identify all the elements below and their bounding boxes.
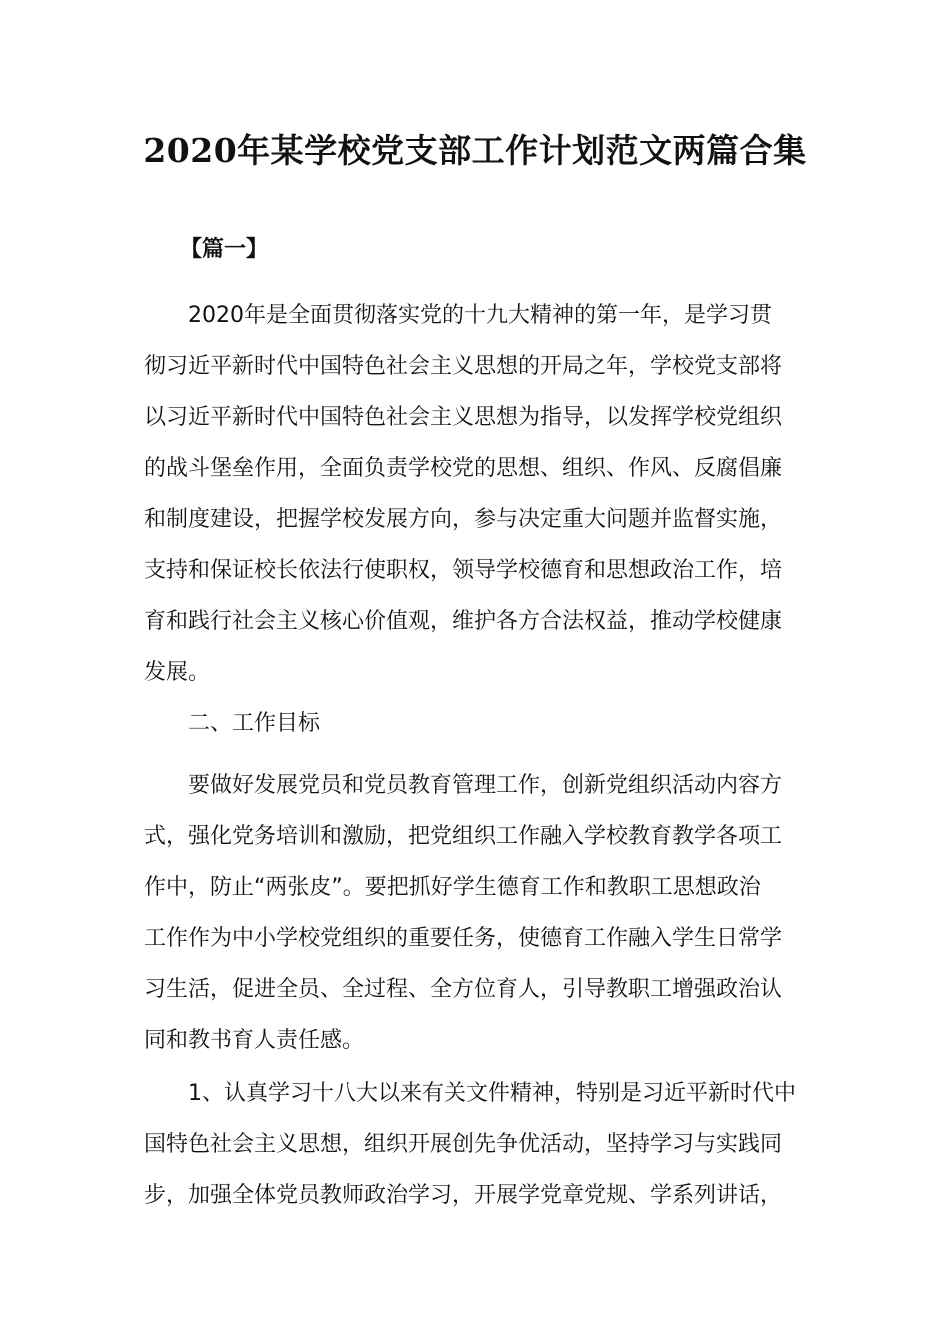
- paragraph-line: 1、认真学习十八大以来有关文件精神，特别是习近平新时代中: [188, 1081, 796, 1106]
- paragraph-line: 作中，防止“两张皮”。要把抓好学生德育工作和教职工思想政治: [144, 875, 761, 900]
- heading-work-goals: 二、工作目标: [188, 711, 321, 736]
- paragraph-line: 习生活，促进全员、全过程、全方位育人，引导教职工增强政治认: [144, 977, 783, 1002]
- paragraph-intro: [144, 290, 806, 698]
- heading-work-goals-block: [144, 698, 806, 749]
- paragraph-line: 要做好发展党员和党员教育管理工作，创新党组织活动内容方: [188, 773, 783, 798]
- document-title: 2020年某学校党支部工作计划范文两篇合集: [143, 131, 807, 170]
- paragraph-line: 支持和保证校长依法行使职权，领导学校德育和思想政治工作，培: [144, 558, 783, 583]
- paragraph-line: 工作作为中小学校党组织的重要任务，使德育工作融入学生日常学: [144, 926, 783, 951]
- paragraph-line: 以习近平新时代中国特色社会主义思想为指导，以发挥学校党组织: [144, 405, 783, 430]
- section-heading-part-one: 【篇一】: [180, 237, 269, 262]
- paragraph-line: 和制度建设，把握学校发展方向，参与决定重大问题并监督实施，: [144, 507, 783, 532]
- paragraph-item-one: [144, 1068, 806, 1221]
- paragraph-work-goals: [144, 760, 806, 1066]
- paragraph-line: 式，强化党务培训和激励，把党组织工作融入学校教育教学各项工: [144, 824, 783, 849]
- paragraph-line: 步，加强全体党员教师政治学习，开展学党章党规、学系列讲话，: [144, 1183, 783, 1208]
- paragraph-line: 发展。: [144, 660, 211, 685]
- paragraph-line: 彻习近平新时代中国特色社会主义思想的开局之年，学校党支部将: [144, 354, 783, 379]
- paragraph-line: 同和教书育人责任感。: [144, 1028, 365, 1053]
- paragraph-line: 的战斗堡垒作用，全面负责学校党的思想、组织、作风、反腐倡廉: [144, 456, 783, 481]
- paragraph-line: 育和践行社会主义核心价值观，维护各方合法权益，推动学校健康: [144, 609, 783, 634]
- paragraph-line: 国特色社会主义思想，组织开展创先争优活动，坚持学习与实践同: [144, 1132, 783, 1157]
- paragraph-line: 2020年是全面贯彻落实党的十九大精神的第一年，是学习贯: [188, 303, 772, 328]
